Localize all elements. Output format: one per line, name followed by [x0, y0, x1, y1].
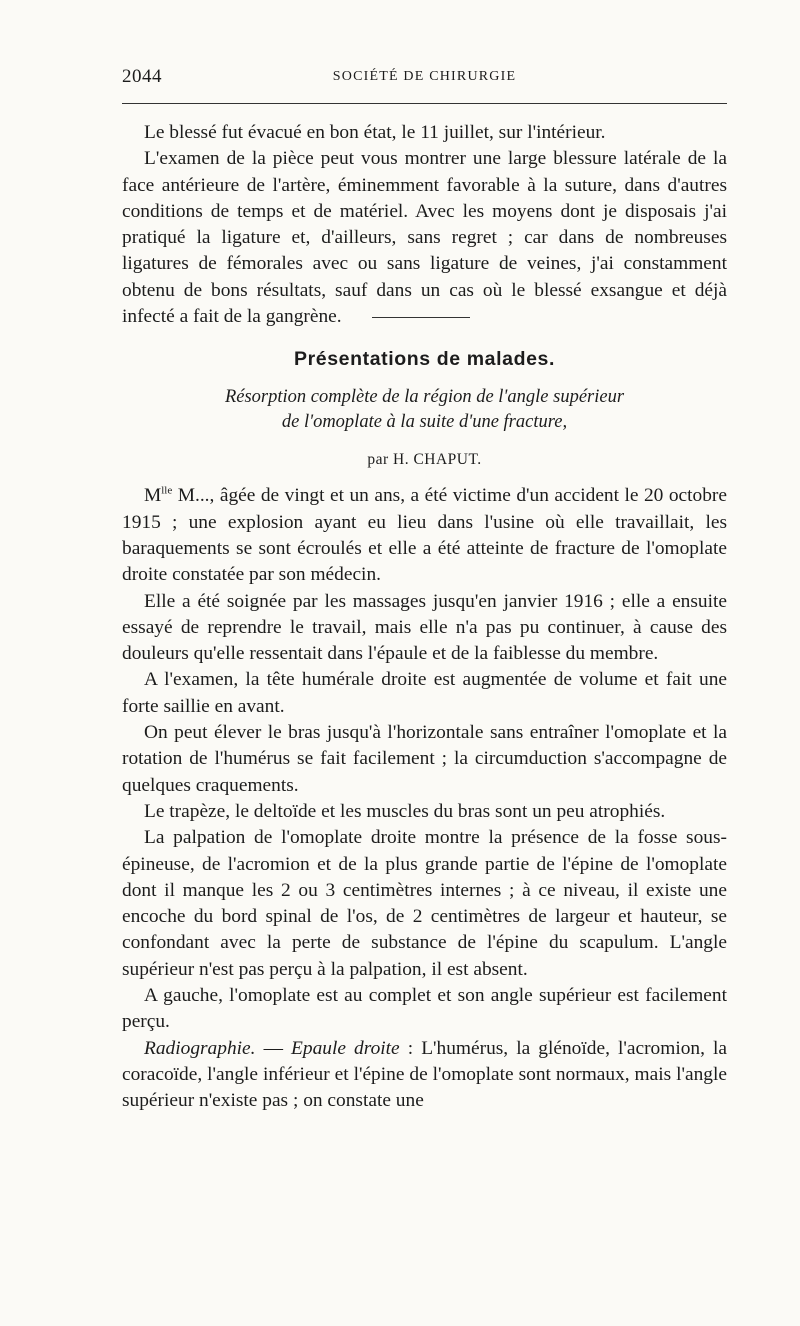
epaule-droite-label: Epaule droite — [291, 1037, 400, 1059]
article-subtitle-line-1: Résorption complète de la région de l'angle supérieur — [224, 387, 625, 408]
radiographie-label: Radiographie. — [144, 1037, 256, 1059]
case-paragraph-3: A l'examen, la tête humérale droite est augmentée de volume et fait une forte saillie en avant. — [122, 669, 727, 717]
case-paragraph-8 — [122, 1036, 727, 1115]
page-number: 2044 — [122, 66, 162, 87]
section-separator-rule — [372, 317, 470, 318]
em-dash: — — [255, 1037, 292, 1059]
case-paragraph-1 — [122, 483, 727, 588]
case-paragraph-6: La palpation de l'omoplate droite montre la présence de la fosse sous-épineuse, de l'acromion et de la plus grande partie de l'épine de l'omoplate dont il manque les 2 ou 3 centimètres internes ; à ce niveau, il existe une encoche du bord spinal de l'os, de 2 centimètres de largeur et hauteur, se confondant avec la perte de substance de l'épine du scapulum. L'angle supérieur n'est pas perçu à la palpation, il est absent. — [122, 827, 727, 980]
page-body — [122, 120, 727, 1115]
intro-paragraph-1: Le blessé fut évacué en bon état, le 11 juillet, sur l'intérieur. — [144, 122, 606, 143]
intro-paragraph-2: L'examen de la pièce peut vous montrer une large blessure latérale de la face antérieure de l'artère, éminemment favorable à la suture, dans d'autres conditions de temps et de matériel. Avec les moyens dont je disposais j'ai pratiqué la ligature et, d'ailleurs, sans regret ; car dans de nombreuses ligatures de fémorales avec ou sans ligature de veines, j'ai constamment obtenu de bons résultats, sauf dans un cas où le blessé exsangue et déjà infecté a fait de la gangrène. — [122, 148, 727, 328]
running-head: SOCIÉTÉ DE CHIRURGIE — [332, 69, 517, 84]
case-p8-text: : L'humérus, la glénoïde, l'acromion, la coracoïde, l'angle inférieur et l'épine de l'omoplate sont normaux, mais l'angle supérieur n'existe pas ; on constate une — [122, 1037, 728, 1112]
case-paragraph-5: Le trapèze, le deltoïde et les muscles du bras sont un peu atrophiés. — [144, 800, 666, 822]
case-p1-superscript: lle — [161, 484, 173, 497]
case-paragraph-7: A gauche, l'omoplate est au complet et son angle supérieur est facilement perçu. — [122, 985, 727, 1033]
case-paragraph-2: Elle a été soignée par les massages jusqu'en janvier 1916 ; elle a ensuite essayé de reprendre le travail, mais elle n'a pas pu continuer, à cause des douleurs qu'elle ressentait dans l'épaule et de la faiblesse du membre. — [122, 590, 727, 665]
case-p1-prefix: M — [144, 485, 162, 507]
article-subtitle-line-2: de l'omoplate à la suite d'une fracture, — [281, 412, 568, 433]
case-p1-text: M..., âgée de vingt et un ans, a été victime d'un accident le 20 octobre 1915 ; une explosion ayant eu lieu dans l'usine où elle travaillait, les baraquements se sont écroulés et elle a été atteinte de fracture de l'omoplate droite constatée par son médecin. — [122, 485, 727, 586]
page-header — [122, 66, 727, 90]
article-author: par H. CHAPUT. — [367, 451, 482, 469]
header-rule — [122, 103, 727, 104]
article-subtitle — [122, 385, 727, 435]
section-title: Présentations de malades. — [293, 348, 556, 371]
case-paragraph-4: On peut élever le bras jusqu'à l'horizontale sans entraîner l'omoplate et la rotation de l'humérus se fait facilement ; la circumduction s'accompagne de quelques craquements. — [122, 722, 727, 796]
